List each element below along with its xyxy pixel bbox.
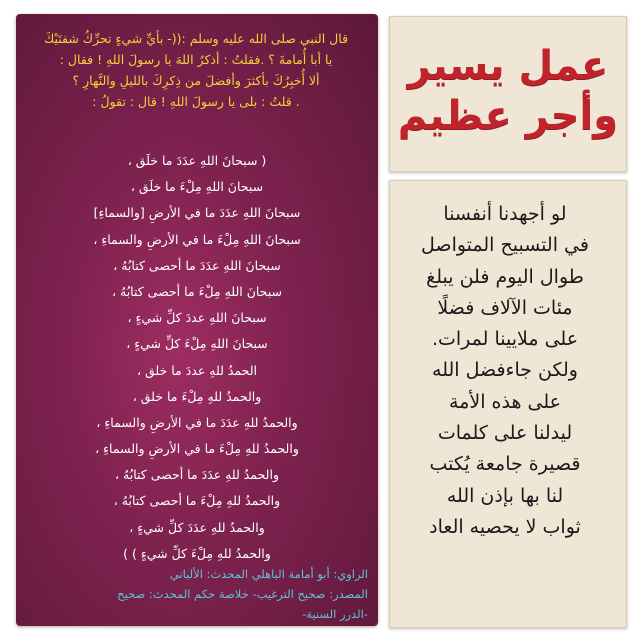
message-lines	[398, 199, 612, 543]
tasbih-line: الحمدُ للهِ عددَ ما خلق ،	[136, 362, 258, 378]
message-card	[389, 180, 627, 628]
intro-line: قال النبي صلى الله عليه وسلم :((- بأيِّ شيءٍ تحرِّكُ شفتَيْكَ	[43, 31, 349, 46]
tasbih-line: والحمدُ للهِ مِلْءَ كلِّ شيءٍ ) )	[123, 545, 271, 561]
message-line: على ملايينا لمرات.	[431, 328, 579, 351]
source-site: -الدرر السنية-	[302, 607, 368, 621]
message-line: على هذه الأمة	[449, 390, 561, 413]
message-line: مئات الآلاف فضلًا	[437, 296, 573, 319]
message-line: قصيرة جامعة يُكتب	[429, 453, 581, 476]
tasbih-line: سبحانَ اللهِ مِلْءَ ما أحصى كتابُهُ ،	[111, 283, 282, 299]
tasbih-line: سبحانَ اللهِ مِلْءَ ما في الأرضِ والسماءِ ،	[93, 231, 301, 247]
tasbih-line: سبحانَ اللهِ عدَدَ ما في الأرضِ [والسماءِ]	[93, 205, 301, 221]
intro-line: يا أبا أُمامةَ ؟ .فقلتُ : أذكرُ اللهَ يا رسولَ اللهِ ! فقال :	[59, 52, 333, 67]
hadith-source	[24, 564, 368, 624]
intro-line: . قلتُ : بلى يا رسولَ اللهِ ! قال : تقولُ :	[92, 94, 300, 109]
title-line-1: عمل يسير	[407, 43, 609, 89]
tasbih-line: والحمدُ للهِ عدَدَ كلِّ شيءٍ ،	[129, 519, 265, 535]
hadith-panel	[16, 14, 378, 626]
message-line: ثواب لا يحصيه العاد	[429, 515, 581, 538]
tasbih-line: والحمدُ للهِ مِلْءَ ما في الأرضِ والسماءِ ،	[95, 441, 299, 457]
tasbih-line: والحمدُ للهِ مِلْءَ ما أحصى كتابُهُ ،	[113, 493, 281, 509]
title-card	[389, 16, 627, 172]
tasbih-line: والحمدُ للهِ مِلْءَ ما خلق ،	[132, 388, 262, 404]
tasbih-list	[16, 148, 378, 567]
tasbih-line: سبحانَ اللهِ عددَ كلِّ شيءٍ ،	[127, 310, 267, 326]
tasbih-line: سبحانَ اللهِ مِلْءَ ما خلَق ،	[130, 179, 264, 195]
message-line: لو أجهدنا أنفسنا	[443, 203, 567, 225]
hadith-intro	[26, 28, 366, 112]
title-line-2: وأجر عظيم	[397, 93, 619, 139]
message-line: ولكن جاءفضل الله	[432, 359, 578, 382]
source-narrator: الراوي: أبو أمامة الباهلي المحدث: الألباني	[169, 567, 368, 581]
message-line: في التسبيح المتواصل	[421, 234, 589, 257]
intro-line: ألا أُخبِرُكَ بأكثرَ وأفضلَ من ذِكرِكَ بالليلِ والنَّهارِ ؟	[72, 73, 320, 88]
source-reference: المصدر: صحيح الترغيب- خلاصة حكم المحدث: صحيح	[117, 587, 368, 601]
message-line: لنا بها بإذن الله	[446, 484, 564, 507]
tasbih-line: والحمدُ للهِ عدَدَ ما في الأرضِ والسماءِ ،	[96, 414, 298, 430]
tasbih-line: والحمدُ للهِ عدَدَ ما أحصى كتابُهُ ،	[115, 467, 279, 483]
tasbih-line: سبحانَ اللهِ عدَدَ ما أحصى كتابُهُ ،	[113, 257, 281, 273]
tasbih-line: سبحانَ اللهِ مِلْءَ كلِّ شيءٍ ،	[126, 336, 268, 352]
message-line: ليدلنا على كلمات	[437, 422, 573, 445]
tasbih-line: ( سبحانَ اللهِ عدَدَ ما خلَق ،	[127, 153, 267, 168]
message-line: طوال اليوم فلن يبلغ	[426, 265, 584, 288]
